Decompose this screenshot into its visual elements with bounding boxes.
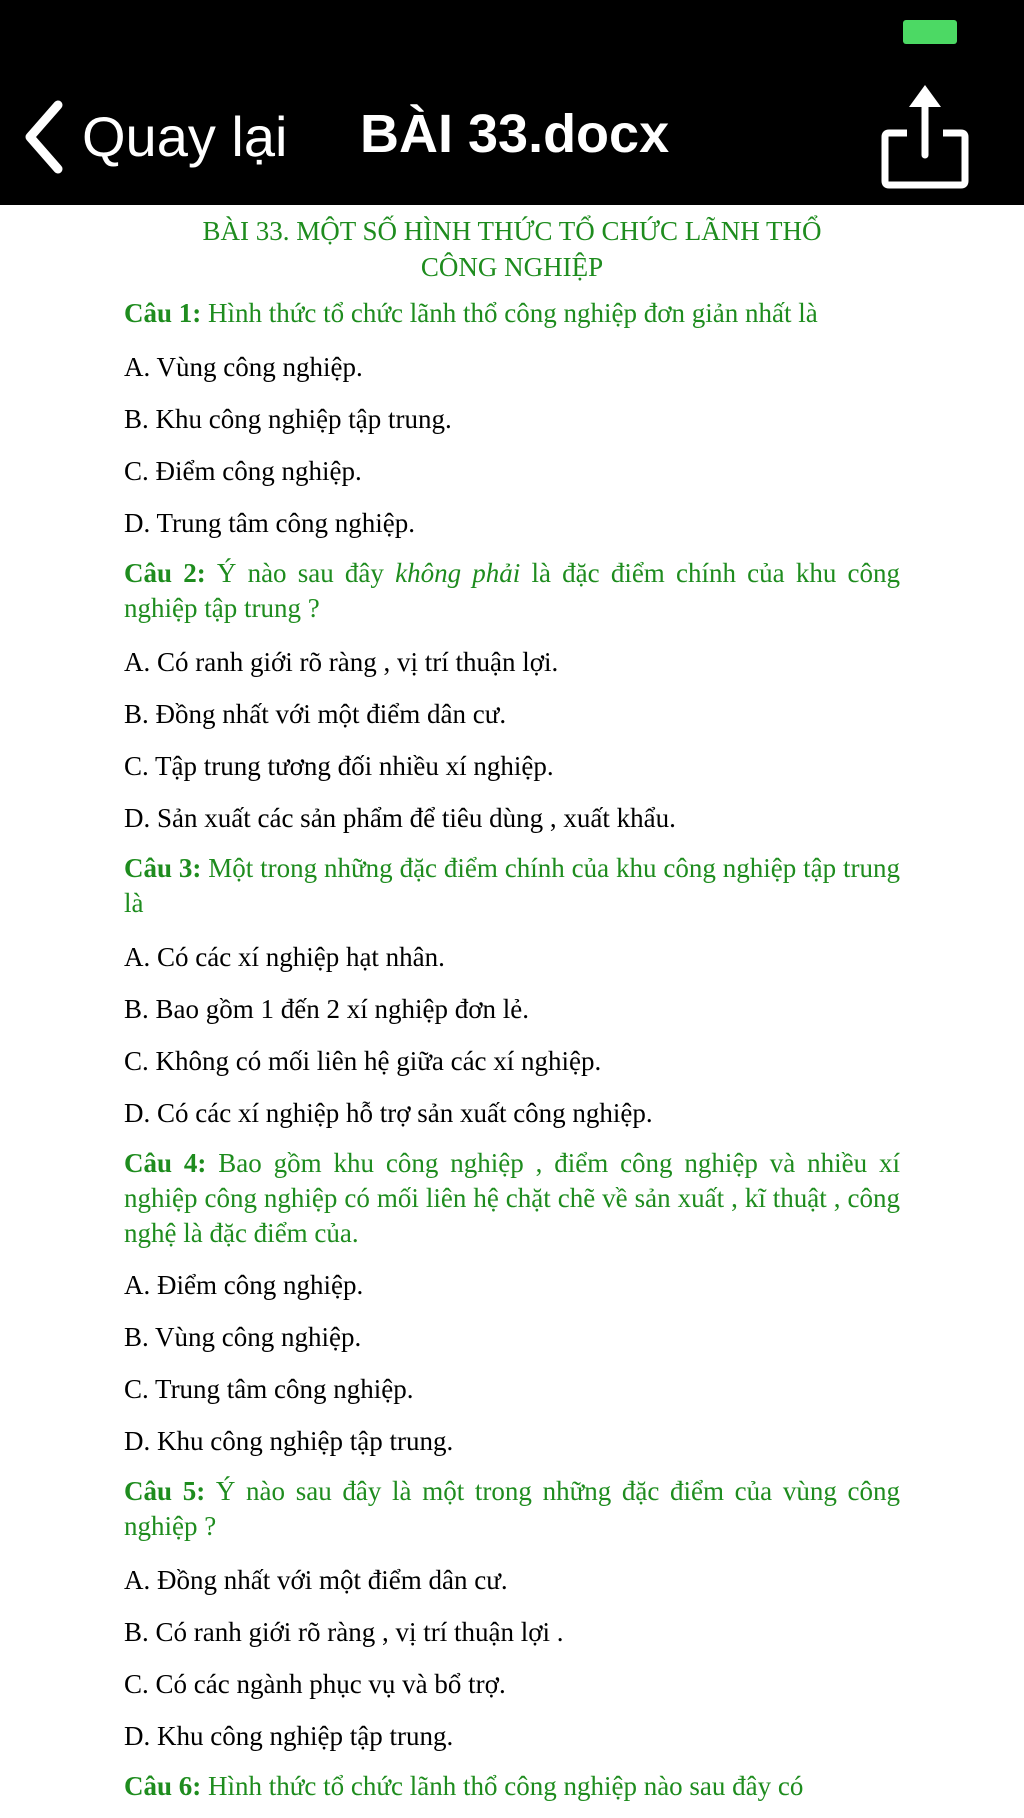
question-2-option-c: C. Tập trung tương đối nhiều xí nghiệp. <box>124 751 554 781</box>
question-number: Câu 2: <box>124 558 206 588</box>
question-4-option-c: C. Trung tâm công nghiệp. <box>124 1374 414 1404</box>
share-icon <box>877 85 973 190</box>
question-1-option-a: A. Vùng công nghiệp. <box>124 352 363 382</box>
question-text: Bao gồm khu công nghiệp , điểm công nghiệp và nhiều xí nghiệp công nghiệp có mối liên hệ chặt chẽ về sản xuất , kĩ thuật , công nghệ là đặc điểm của. <box>124 1148 901 1248</box>
back-label: Quay lại <box>82 105 288 168</box>
share-button[interactable] <box>877 85 973 190</box>
question-text: Ý nào sau đây là một trong những đặc điểm của vùng công nghiệp ? <box>124 1476 900 1541</box>
status-bar <box>0 0 1024 70</box>
question-text-before: Ý nào sau đây <box>216 558 384 588</box>
document-heading <box>150 213 874 285</box>
question-number: Câu 1: <box>124 298 202 328</box>
question-3-option-b: B. Bao gồm 1 đến 2 xí nghiệp đơn lẻ. <box>124 994 529 1024</box>
question-number: Câu 3: <box>124 853 202 883</box>
question-5 <box>124 1474 900 1544</box>
question-5-option-c: C. Có các ngành phục vụ và bổ trợ. <box>124 1669 506 1699</box>
question-5-option-d: D. Khu công nghiệp tập trung. <box>124 1721 454 1751</box>
question-2-option-d: D. Sản xuất các sản phẩm để tiêu dùng , xuất khẩu. <box>124 803 676 833</box>
question-4-option-a: A. Điểm công nghiệp. <box>124 1270 364 1300</box>
question-text-emphasis: không phải <box>395 558 521 588</box>
question-2-option-a: A. Có ranh giới rõ ràng , vị trí thuận lợi. <box>124 647 559 677</box>
question-1-option-d: D. Trung tâm công nghiệp. <box>124 508 416 538</box>
question-2-option-b: B. Đồng nhất với một điểm dân cư. <box>124 699 507 729</box>
document-title: BÀI 33.docx <box>360 104 670 164</box>
chevron-left-icon <box>24 99 64 175</box>
question-3-option-a: A. Có các xí nghiệp hạt nhân. <box>124 942 445 972</box>
heading-line-2: CÔNG NGHIỆP <box>420 252 604 282</box>
question-text-after: là đặc điểm chính của khu công nghiệp tập trung ? <box>124 558 900 623</box>
question-3 <box>124 851 900 921</box>
question-1-option-c: C. Điểm công nghiệp. <box>124 456 362 486</box>
question-text: Hình thức tổ chức lãnh thổ công nghiệp đơn giản nhất là <box>208 298 818 328</box>
document-body <box>0 205 1024 285</box>
question-5-option-a: A. Đồng nhất với một điểm dân cư. <box>124 1565 508 1595</box>
question-number: Câu 4: <box>124 1148 207 1178</box>
question-4-option-d: D. Khu công nghiệp tập trung. <box>124 1426 454 1456</box>
question-4 <box>124 1146 900 1251</box>
question-number: Câu 5: <box>124 1476 206 1506</box>
question-1-option-b: B. Khu công nghiệp tập trung. <box>124 404 452 434</box>
heading-line-1: BÀI 33. MỘT SỐ HÌNH THỨC TỔ CHỨC LÃNH THỔ <box>202 216 822 246</box>
question-5-option-b: B. Có ranh giới rõ ràng , vị trí thuận lợi . <box>124 1617 564 1647</box>
question-3-option-c: C. Không có mối liên hệ giữa các xí nghiệp. <box>124 1046 602 1076</box>
question-1 <box>124 296 900 331</box>
question-2 <box>124 556 900 626</box>
question-3-option-d: D. Có các xí nghiệp hỗ trợ sản xuất công nghiệp. <box>124 1098 653 1128</box>
question-4-option-b: B. Vùng công nghiệp. <box>124 1322 362 1352</box>
back-button[interactable] <box>24 95 287 179</box>
navigation-bar <box>0 70 1024 205</box>
question-text: Một trong những đặc điểm chính của khu công nghiệp tập trung là <box>124 853 900 918</box>
question-6 <box>124 1769 900 1818</box>
question-number: Câu 6: <box>124 1771 202 1801</box>
question-text: Hình thức tổ chức lãnh thổ công nghiệp nào sau đây có <box>208 1771 804 1801</box>
battery-icon <box>903 20 957 44</box>
